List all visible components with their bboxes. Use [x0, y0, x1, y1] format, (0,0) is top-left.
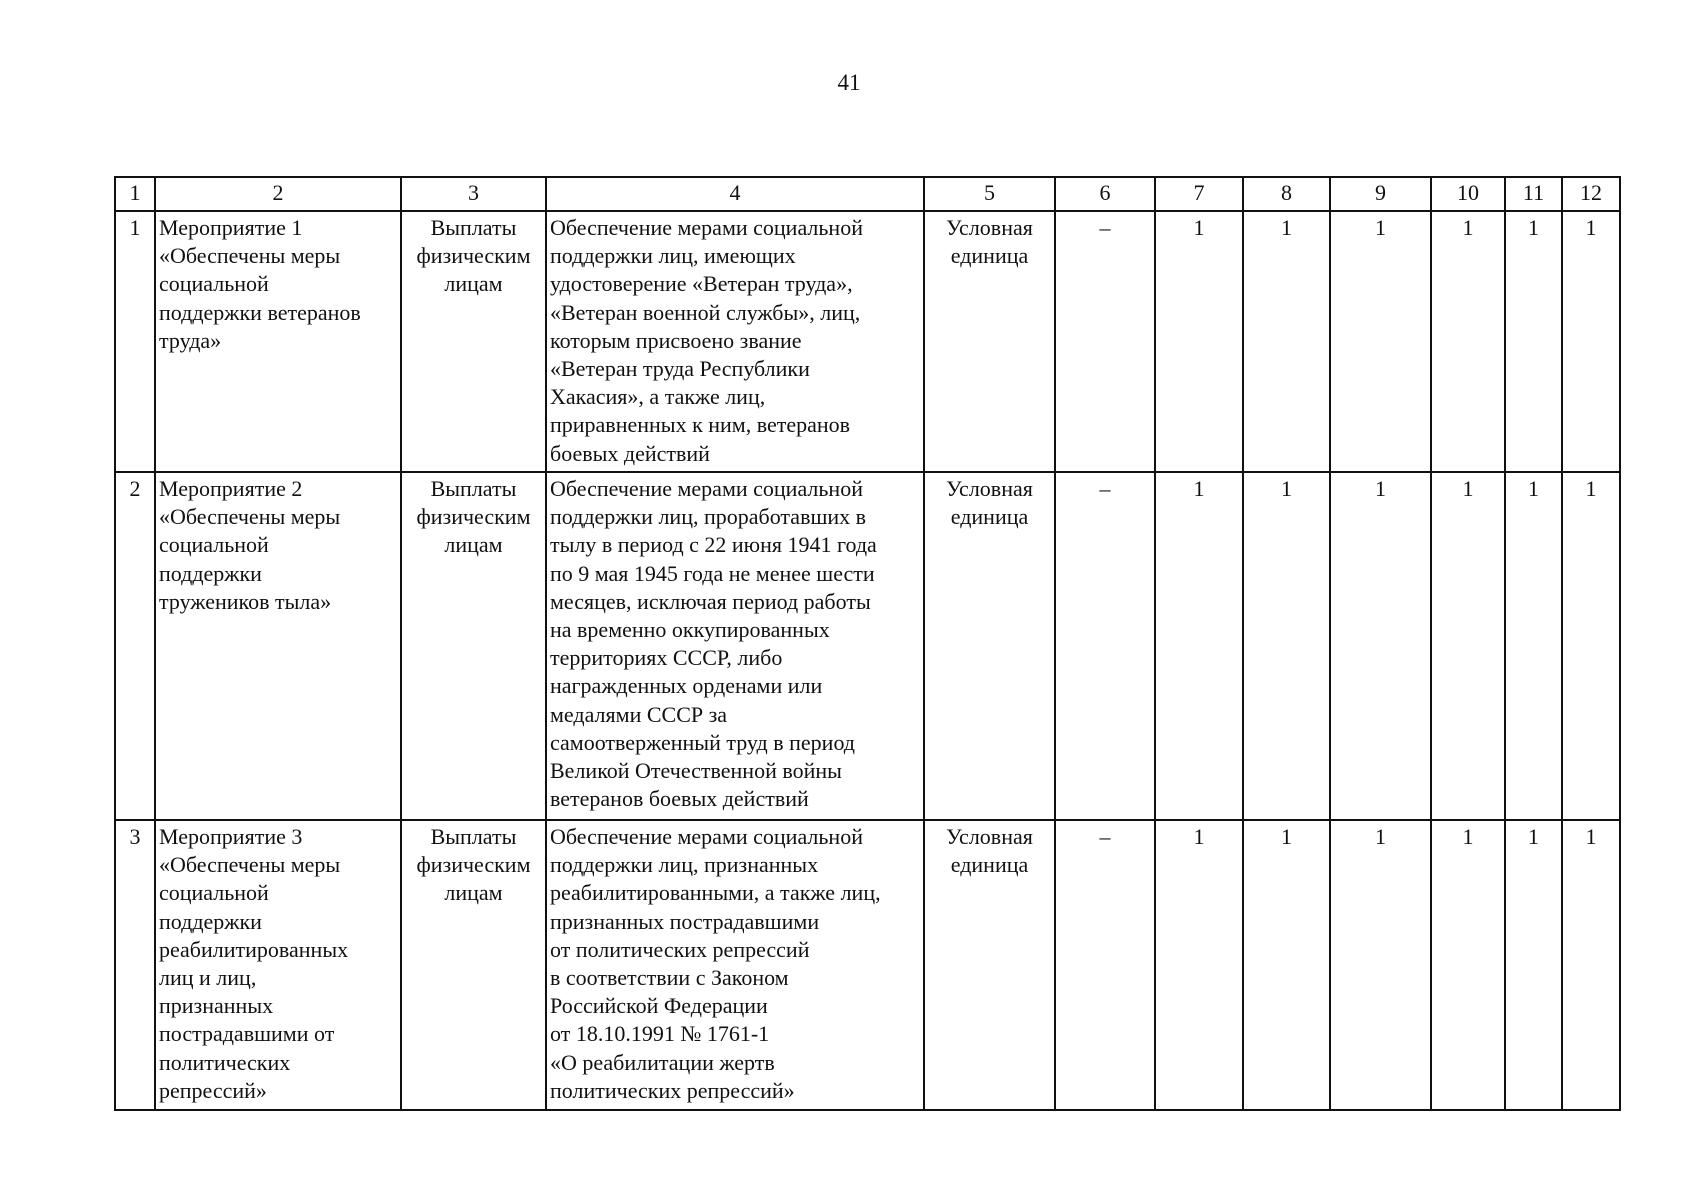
column-header: 2	[155, 177, 401, 211]
value-col-12: 1	[1562, 211, 1620, 472]
payment-type: Выплаты физическим лицам	[401, 820, 546, 1110]
value-col-6: –	[1055, 820, 1155, 1110]
value-col-8: 1	[1243, 472, 1330, 820]
value-col-12: 1	[1562, 820, 1620, 1110]
payment-type: Выплаты физическим лицам	[401, 211, 546, 472]
value-col-12: 1	[1562, 472, 1620, 820]
unit-of-measure: Условная единица	[924, 820, 1055, 1110]
row-number: 3	[115, 820, 155, 1110]
measure-description: Обеспечение мерами социальной поддержки лиц, проработавших в тылу в период с 22 июня 1941 года по 9 мая 1945 года не менее шести месяцев, исключая период работы на временно оккупированных территориях СССР, либо награжденных орденами или медалями СССР за самоотверженный труд в период Великой Отечественной войны ветеранов боевых действий	[546, 472, 924, 820]
table-row	[115, 472, 1620, 820]
column-header: 3	[401, 177, 546, 211]
measure-description: Обеспечение мерами социальной поддержки лиц, признанных реабилитированными, а также лиц, признанных пострадавшими от политических репрессий в соответствии с Законом Российской Федерации от 18.10.1991 № 1761-1 «О реабилитации жертв политических репрессий»	[546, 820, 924, 1110]
column-header: 12	[1562, 177, 1620, 211]
measures-table	[114, 176, 1621, 1111]
payment-type: Выплаты физическим лицам	[401, 472, 546, 820]
measure-name: Мероприятие 1 «Обеспечены меры социальной поддержки ветеранов труда»	[155, 211, 401, 472]
column-header: 8	[1243, 177, 1330, 211]
measure-name: Мероприятие 3 «Обеспечены меры социальной поддержки реабилитированных лиц и лиц, признанных пострадавшими от политических репрессий»	[155, 820, 401, 1110]
measure-name: Мероприятие 2 «Обеспечены меры социальной поддержки тружеников тыла»	[155, 472, 401, 820]
column-number-row	[115, 177, 1620, 211]
value-col-9: 1	[1330, 820, 1431, 1110]
column-header: 7	[1155, 177, 1243, 211]
value-col-8: 1	[1243, 211, 1330, 472]
measure-description: Обеспечение мерами социальной поддержки лиц, имеющих удостоверение «Ветеран труда», «Ветеран военной службы», лиц, которым присвоено звание «Ветеран труда Республики Хакасия», а также лиц, приравненных к ним, ветеранов боевых действий	[546, 211, 924, 472]
row-number: 2	[115, 472, 155, 820]
value-col-7: 1	[1155, 211, 1243, 472]
value-col-9: 1	[1330, 211, 1431, 472]
unit-of-measure: Условная единица	[924, 472, 1055, 820]
value-col-11: 1	[1505, 472, 1562, 820]
unit-of-measure: Условная единица	[924, 211, 1055, 472]
value-col-8: 1	[1243, 820, 1330, 1110]
column-header: 9	[1330, 177, 1431, 211]
value-col-7: 1	[1155, 820, 1243, 1110]
column-header: 5	[924, 177, 1055, 211]
column-header: 6	[1055, 177, 1155, 211]
value-col-10: 1	[1431, 820, 1505, 1110]
table-row	[115, 820, 1620, 1110]
value-col-6: –	[1055, 472, 1155, 820]
value-col-6: –	[1055, 211, 1155, 472]
value-col-7: 1	[1155, 472, 1243, 820]
row-number: 1	[115, 211, 155, 472]
column-header: 10	[1431, 177, 1505, 211]
page-number: 41	[837, 70, 861, 95]
value-col-10: 1	[1431, 472, 1505, 820]
value-col-10: 1	[1431, 211, 1505, 472]
column-header: 1	[115, 177, 155, 211]
value-col-9: 1	[1330, 472, 1431, 820]
table-row	[115, 211, 1620, 472]
column-header: 11	[1505, 177, 1562, 211]
column-header: 4	[546, 177, 924, 211]
value-col-11: 1	[1505, 211, 1562, 472]
value-col-11: 1	[1505, 820, 1562, 1110]
